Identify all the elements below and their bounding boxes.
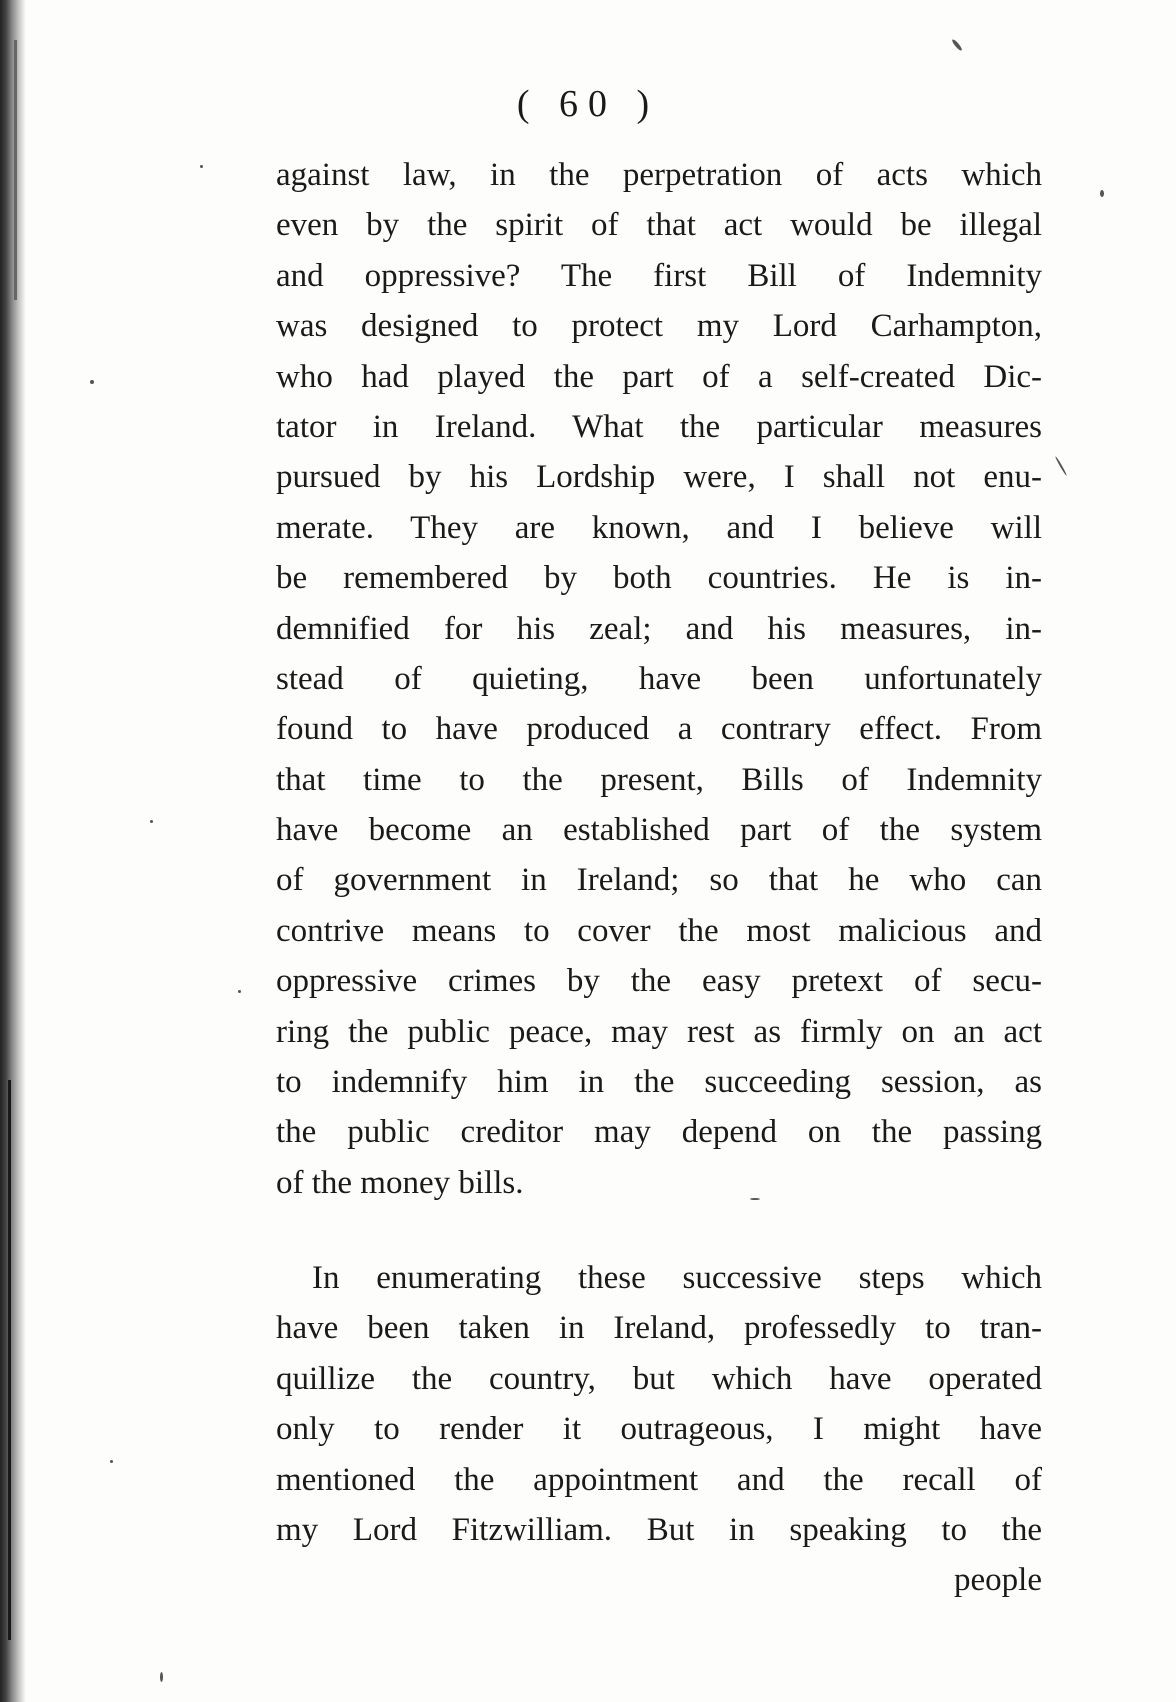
text-line: oppressive crimes by the easy pretext of secu-: [276, 963, 1042, 1000]
text-line: mentioned the appointment and the recall of: [276, 1461, 1042, 1498]
scan-speck: [750, 1198, 760, 1200]
binding-mark: [8, 1080, 11, 1640]
text-line: of government in Ireland; so that he who can: [276, 862, 1042, 899]
text-line: my Lord Fitzwilliam. But in speaking to the: [276, 1511, 1042, 1548]
scan-speck: [110, 1460, 113, 1463]
text-line: who had played the part of a self-created Dic-: [276, 358, 1042, 395]
scan-speck: [951, 38, 963, 51]
scan-speck: [238, 990, 241, 993]
text-line: contrive means to cover the most malicious and: [276, 912, 1042, 949]
text-line: stead of quieting, have been unfortunately: [276, 660, 1042, 697]
binding-edge: [0, 0, 26, 1702]
text-line: have become an established part of the system: [276, 812, 1042, 849]
text-line: quillize the country, but which have operated: [276, 1360, 1042, 1397]
text-line: against law, in the perpetration of acts which: [276, 157, 1042, 193]
text-line: to indemnify him in the succeeding session, as: [276, 1064, 1042, 1101]
scan-speck: [150, 820, 153, 823]
text-line: demnified for his zeal; and his measures, in-: [276, 610, 1042, 647]
scan-speck: [200, 165, 203, 168]
text-line: of the money bills.: [276, 1164, 524, 1201]
text-line: merate. They are known, and I believe will: [276, 509, 1042, 546]
text-line: even by the spirit of that act would be illegal: [276, 207, 1042, 244]
text-line: be remembered by both countries. He is in-: [276, 560, 1042, 597]
text-line: have been taken in Ireland, professedly to tran-: [276, 1310, 1042, 1347]
binding-mark: [14, 40, 17, 300]
text-line: tator in Ireland. What the particular measures: [276, 408, 1042, 445]
text-line: that time to the present, Bills of Indemnity: [276, 761, 1042, 798]
text-line: pursued by his Lordship were, I shall not enu-: [276, 459, 1042, 496]
text-line: the public creditor may depend on the passing: [276, 1114, 1042, 1151]
text-line: and oppressive? The first Bill of Indemnity: [276, 257, 1042, 294]
text-line: was designed to protect my Lord Carhampton,: [276, 308, 1042, 345]
scan-speck: [90, 380, 94, 384]
scan-speck: [1100, 190, 1104, 197]
text-line: In enumerating these successive steps which: [312, 1260, 1042, 1296]
paragraph-2: [276, 1253, 1042, 1555]
scan-speck: [1055, 456, 1068, 476]
text-line: only to render it outrageous, I might have: [276, 1411, 1042, 1448]
scan-speck: [160, 1672, 163, 1682]
catchword: people: [954, 1562, 1042, 1598]
text-line: ring the public peace, may rest as firmly on an act: [276, 1013, 1042, 1050]
text-line: found to have produced a contrary effect. From: [276, 711, 1042, 748]
paragraph-1: [276, 150, 1042, 1208]
page-number: ( 60 ): [516, 83, 660, 125]
